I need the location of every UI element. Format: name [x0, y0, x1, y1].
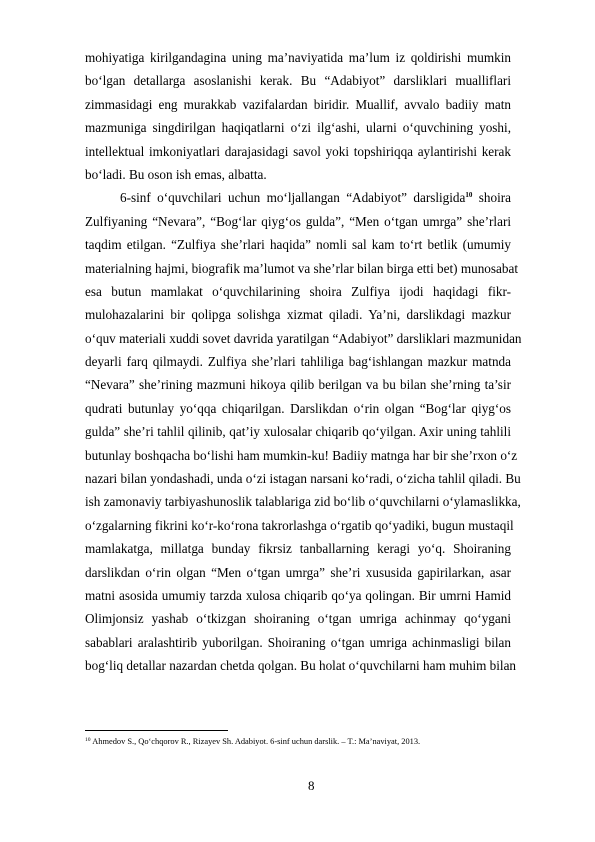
text-line: “Nevara” she’rining mazmuni hikoya qilib berilgan va bu bilan she’rning ta’sir: [85, 377, 511, 393]
text-line: materialning hajmi, biografik ma’lumot va she’rlar bilan birga etti bet) munosabat: [85, 260, 518, 276]
text-line: mamlakatga, millatga bunday fikrsiz tanballarning keragi yo‘q. Shoiraning: [85, 541, 511, 557]
body-text: [85, 46, 522, 678]
text-line: mazmuniga singdirilgan haqiqatlarni o‘zi ilg‘ashi, ularni o‘quvchining yoshi,: [85, 120, 511, 136]
text-line: bo‘ladi. Bu oson ish emas, albatta.: [85, 166, 267, 182]
text-line: o‘zgalarning fikrini ko‘r-ko‘rona takrorlashga o‘rgatib qo‘yadiki, bugun mustaqil: [85, 517, 514, 533]
text-line: o‘quv materiali xuddi sovet davrida yaratilgan “Adabiyot” darsliklari mazmunidan: [85, 330, 522, 346]
text-line: zimmasidagi eng murakkab vazifalardan biridir. Muallif, avvalo badiiy matn: [85, 96, 511, 112]
text-segment: shoira: [472, 190, 511, 206]
text-line: bog‘liq detallar nazardan chetda qolgan. Bu holat o‘quvchilarni ham muhim bilan: [85, 658, 517, 674]
footnote-reference: 10: [465, 191, 473, 200]
text-line: intellektual imkoniyatlari darajasidagi savol yoki topshiriqqa aylantirishi kerak: [85, 143, 511, 159]
paragraph-first-line: [85, 186, 511, 209]
text-line: qudrati butunlay yo‘qqa chiqarilgan. Darslikdan o‘rin olgan “Bog‘lar qiyg‘os: [85, 400, 511, 416]
text-line: ish zamonaviy tarbiyashunoslik talablariga zid bo‘lib o‘quvchilarni o‘ylamaslikka,: [85, 494, 521, 510]
text-line: matni asosida umumiy tarzda xulosa chiqarib qo‘ya qolingan. Bir umrni Hamid: [85, 587, 511, 603]
footnote-number: 10: [85, 737, 91, 743]
text-line: deyarli farq qilmaydi. Zulfiya she’rlari tahliliga bag‘ishlangan mazkur matnda: [85, 354, 511, 370]
footnote-separator: [85, 730, 228, 731]
text-line: mulohazalarini bir qolipga solishga xizmat qiladi. Ya’ni, darslikdagi mazkur: [85, 307, 511, 323]
text-line: gulda” she’ri tahlil qilinib, qat’iy xulosalar chiqarib qo‘yilgan. Axir uning tahlili: [85, 424, 511, 440]
text-line: esa butun mamlakat o‘quvchilarining shoira Zulfiya ijodi haqidagi fikr-: [85, 283, 511, 299]
text-line: butunlay boshqacha bo‘lishi ham mumkin-ku! Badiiy matnga har bir she’rxon o‘z: [85, 447, 518, 463]
footnote: [85, 736, 525, 747]
text-line: darslikdan o‘rin olgan “Men o‘tgan umrga” she’ri xususida gapirilarkan, asar: [85, 564, 511, 580]
text-line: bo‘lgan detallarga asoslanishi kerak. Bu “Adabiyot” darsliklari mualliflari: [85, 73, 511, 89]
text-line: mohiyatiga kirilgandagina uning ma’naviyatida ma’lum iz qoldirishi mumkin: [85, 50, 511, 65]
text-segment: 6-sinf o‘quvchilari uchun mo‘ljallangan “Adabiyot” darsligida: [120, 190, 466, 206]
text-line: sabablari aralashtirib yuborilgan. Shoiraning o‘tgan umriga achinmasligi bilan: [85, 634, 511, 650]
page-number: 8: [308, 778, 315, 793]
text-line: Olimjonsiz yashab o‘tkizgan shoiraning o‘tgan umriga achinmay qo‘ygani: [85, 611, 511, 627]
text-line: nazari bilan yondashadi, unda o‘zi istagan narsani ko‘radi, o‘zicha tahlil qiladi. Bu: [85, 471, 521, 487]
text-line: Zulfiyaning “Nevara”, “Bog‘lar qiyg‘os gulda”, “Men o‘tgan umrga” she’rlari: [85, 213, 511, 229]
footnote-text: Ahmedov S., Qo‘chqorov R., Rizayev Sh. Adabiyot. 6-sinf uchun darslik. – T.: Ma’naviyat, 2013.: [90, 737, 421, 746]
text-line: taqdim etilgan. “Zulfiya she’rlari haqida” nomli sal kam to‘rt betlik (umumiy: [85, 237, 511, 253]
